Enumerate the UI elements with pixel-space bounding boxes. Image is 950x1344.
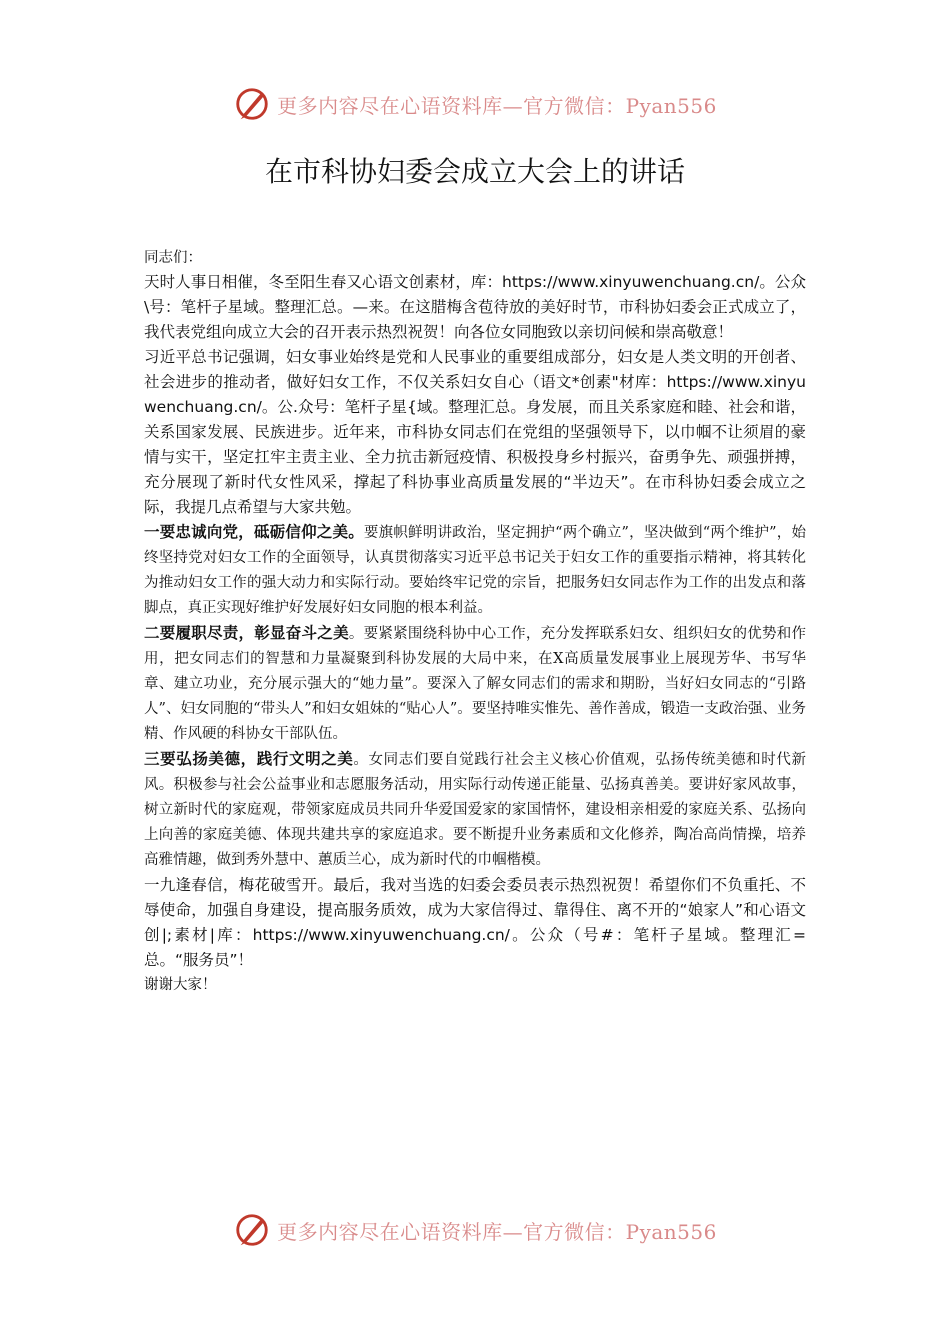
footer-banner-text: 更多内容尽在心语资料库—官方微信：Pyan556 bbox=[277, 1219, 717, 1244]
paragraph-1: 天时人事日相催，冬至阳生春又心语文创素材，库：https://www.xinyuwenchuang.cn/。公众\号：笔杆子星域。整理汇总。—来。在这腊梅含苞待放的美好时节，市科协妇委会正式成立了，我代表党组向成立大会的召开表示热烈祝贺！向各位女同胞致以亲切问候和崇高敬意！ bbox=[144, 273, 806, 341]
footer-banner bbox=[0, 1208, 950, 1252]
closing: 谢谢大家！ bbox=[144, 977, 217, 993]
point-1-heading: 一要忠诚向党，砥砺信仰之美。 bbox=[144, 523, 364, 541]
banner-text: 更多内容尽在心语资料库—官方微信：Pyan556 bbox=[277, 93, 717, 118]
greeting: 同志们： bbox=[144, 250, 202, 266]
pen-quill-logo-icon bbox=[233, 85, 271, 123]
point-3-body: 。女同志们要自觉践行社会主义核心价值观，弘扬传统美德和时代新风。积极参与社会公益事业和志愿服务活动，用实际行动传递正能量、弘扬真善美。要讲好家风故事，树立新时代的家庭观，带领家庭成员共同升华爱国爱家的家国情怀，建设相亲相爱的家庭关系、弘扬向上向善的家庭美德、体现共建共享的家庭追求。要不断提升业务素质和文化修养，陶冶高尚情操，培养高雅情趣，做到秀外慧中、蕙质兰心，成为新时代的巾帼楷模。 bbox=[144, 752, 806, 868]
point-3 bbox=[144, 747, 806, 873]
point-1-body: 要旗帜鲜明讲政治，坚定拥护“两个确立”，坚决做到“两个维护”，始终坚持党对妇女工作的全面领导，认真贯彻落实习近平总书记关于妇女工作的重要指示精神，将其转化为推动妇女工作的强大动力和实际行动。要始终牢记党的宗旨，把服务妇女同志作为工作的出发点和落脚点，真正实现好维护好发展好妇女同胞的根本利益。 bbox=[144, 525, 806, 616]
point-2-body: 。要紧紧围绕科协中心工作，充分发挥联系妇女、组织妇女的优势和作用，把女同志们的智慧和力量凝聚到科协发展的大局中来，在X高质量发展事业上展现芳华、书写华章、建立功业，充分展示强大的“她力量”。要深入了解女同志们的需求和期盼，当好妇女同志的“引路人”、妇女同胞的“带头人”和妇女姐妹的“贴心人”。要坚持唯实惟先、善作善成，锻造一支政治强、业务精、作风硬的科协女干部队伍。 bbox=[144, 626, 806, 742]
point-1 bbox=[144, 520, 806, 621]
document-title: 在市科协妇委会成立大会上的讲话 bbox=[264, 155, 685, 188]
pen-quill-logo-icon bbox=[233, 1211, 271, 1249]
final-paragraph: 一九逢春信，梅花破雪开。最后，我对当选的妇委会委员表示热烈祝贺！希望你们不负重托、不辱使命，加强自身建设，提高服务质效，成为大家信得过、靠得住、离不开的“娘家人”和心语文创|;素材|库：https://www.xinyuwenchuang.cn/。公众（号#：笔杆子星域。整理汇=总。“服务员”！ bbox=[144, 876, 806, 969]
point-2-heading: 二要履职尽责，彰显奋斗之美 bbox=[144, 624, 349, 642]
point-3-heading: 三要弘扬美德，践行文明之美 bbox=[144, 750, 354, 768]
paragraph-2: 习近平总书记强调，妇女事业始终是党和人民事业的重要组成部分，妇女是人类文明的开创者、社会进步的推动者，做好妇女工作，不仅关系妇女自心（语文*创素"材库：https://www.xinyuwenchuang.cn/。公.众号：笔杆子星{域。整理汇总。身发展，而且关系家庭和睦、社会和谐，关系国家发展、民族进步。近年来，市科协女同志们在党组的坚强领导下，以巾帼不让须眉的豪情与实干，坚定扛牢主责主业、全力抗击新冠疫情、积极投身乡村振兴，奋勇争先、顽强拼搏，充分展现了新时代女性风采，撑起了科协事业高质量发展的“半边天”。在市科协妇委会成立之际，我提几点希望与大家共勉。 bbox=[144, 348, 806, 516]
header-banner bbox=[0, 82, 950, 126]
point-2 bbox=[144, 621, 806, 747]
document-body bbox=[144, 246, 806, 997]
